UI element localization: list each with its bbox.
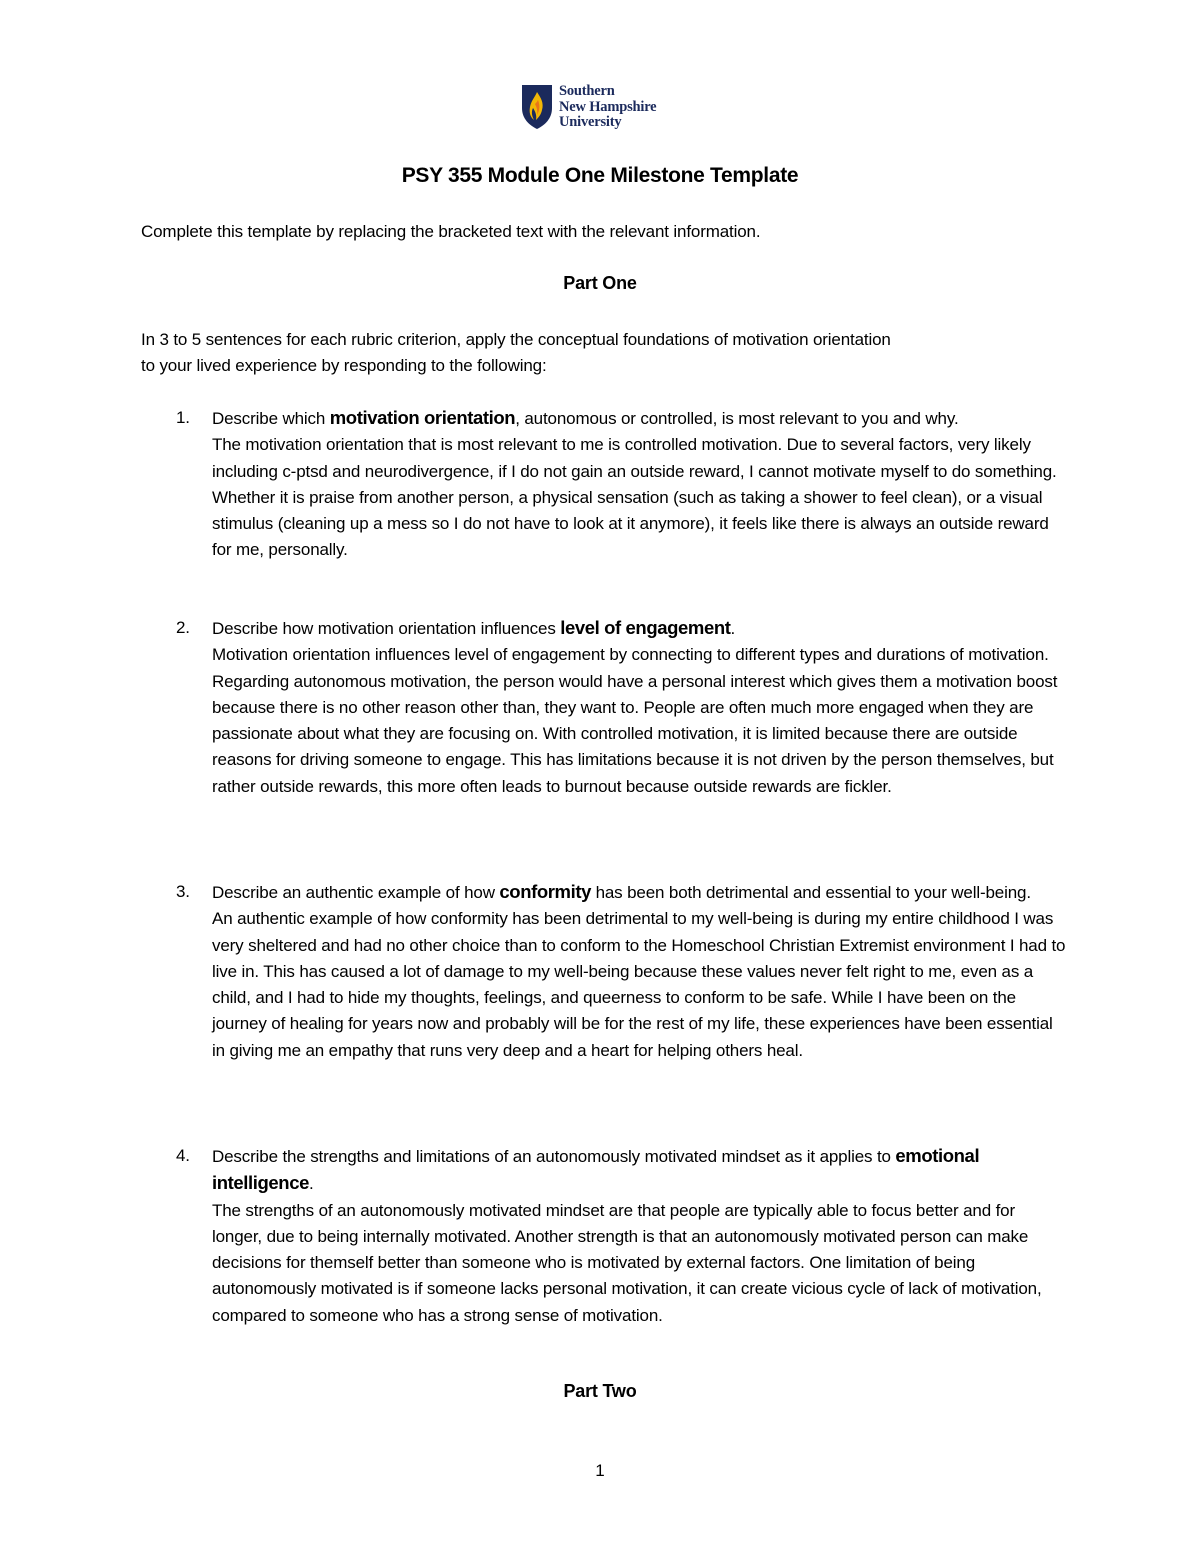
- list-item: [176, 879, 1066, 1064]
- list-item: [176, 1143, 1066, 1329]
- question-answer: An authentic example of how conformity has been detrimental to my well-being is during my entire childhood I was very sheltered and had no other choice than to conform to the Homeschool Christian Extremist environment I had to live in. This has caused a lot of damage to my well-being because these values never felt right to me, even as a child, and I had to hide my thoughts, feelings, and queerness to conform to be safe. While I have been on the journey of healing for years now and probably will be for the rest of my life, these experiences have been essential in giving me an empathy that runs very deep and a heart for helping others heal.: [212, 909, 1066, 1060]
- question-prompt: [212, 879, 1066, 906]
- question-body: [212, 405, 1066, 564]
- document-title: PSY 355 Module One Milestone Template: [401, 164, 799, 187]
- prompt-text: Describe how motivation orientation influences: [212, 619, 561, 638]
- prompt-emphasis: conformity: [499, 881, 591, 902]
- question-number: 1.: [176, 408, 190, 427]
- prompt-text: has been both detrimental and essential to your well-being.: [591, 883, 1031, 902]
- question-answer: The motivation orientation that is most relevant to me is controlled motivation. Due to several factors, very likely including c-ptsd and neurodivergence, if I do not gain an outside reward, I cannot motivate myself to do something. Whether it is praise from another person, a physical sensation (such as taking a shower to feel clean), or a visual stimulus (cleaning up a mess so I do not have to look at it anymore), it feels like there is always an outside reward for me, personally.: [212, 435, 1057, 560]
- list-item: [176, 405, 1066, 564]
- prompt-emphasis: level of engagement: [560, 617, 731, 638]
- list-item: [176, 615, 1066, 800]
- shield-flame-icon: [521, 84, 553, 130]
- university-logo: [521, 84, 656, 131]
- logo-line-3: University: [559, 114, 622, 130]
- page-number: 1: [595, 1461, 605, 1480]
- question-number: 2.: [176, 618, 190, 637]
- logo-line-1: Southern: [559, 83, 615, 99]
- instruction-text: [141, 327, 1061, 380]
- instruction-line-1: In 3 to 5 sentences for each rubric criterion, apply the conceptual foundations of motivation orientation: [141, 330, 891, 349]
- question-prompt: [212, 615, 1066, 642]
- question-answer: Motivation orientation influences level of engagement by connecting to different types and durations of motivation. Regarding autonomous motivation, the person would have a personal interest which gives them a motivation boost because there is no other reason other than, they want to. People are often much more engaged when they are passionate about what they are focusing on. With controlled motivation, it is limited because there are outside reasons for driving someone to engage. This has limitations because it is not driven by the person themselves, but rather outside rewards, this more often leads to burnout because outside rewards are fickler.: [212, 645, 1058, 796]
- question-body: [212, 879, 1066, 1064]
- question-prompt: [212, 1143, 1066, 1198]
- intro-text: Complete this template by replacing the bracketed text with the relevant information.: [141, 222, 761, 241]
- question-number: 3.: [176, 882, 190, 901]
- part-one-heading: Part One: [563, 273, 637, 293]
- prompt-text: .: [730, 619, 736, 638]
- part-two-heading: Part Two: [563, 1381, 637, 1401]
- logo-wordmark: [559, 84, 656, 131]
- prompt-emphasis: emotional intelligence: [212, 1145, 980, 1194]
- prompt-text: Describe the strengths and limitations of an autonomously motivated mindset as it applies to: [212, 1147, 896, 1166]
- question-number: 4.: [176, 1146, 190, 1165]
- prompt-text: Describe an authentic example of how: [212, 883, 500, 902]
- prompt-text: Describe which: [212, 409, 330, 428]
- instruction-line-2: to your lived experience by responding to the following:: [141, 356, 547, 376]
- prompt-text: .: [308, 1174, 314, 1194]
- logo-line-2: New Hampshire: [559, 98, 657, 115]
- question-body: [212, 615, 1066, 800]
- question-prompt: [212, 405, 1066, 432]
- prompt-emphasis: motivation orientation: [329, 407, 516, 428]
- question-answer: The strengths of an autonomously motivated mindset are that people are typically able to focus better and for longer, due to being internally motivated. Another strength is that an autonomously motivated person can make decisions for themself better than someone who is motivated by external factors. One limitation of being autonomously motivated is if someone lacks personal motivation, it can create vicious cycle of lack of motivation, compared to someone who has a strong sense of motivation.: [212, 1200, 1042, 1325]
- question-body: [212, 1143, 1066, 1329]
- prompt-text: , autonomous or controlled, is most relevant to you and why.: [515, 409, 959, 428]
